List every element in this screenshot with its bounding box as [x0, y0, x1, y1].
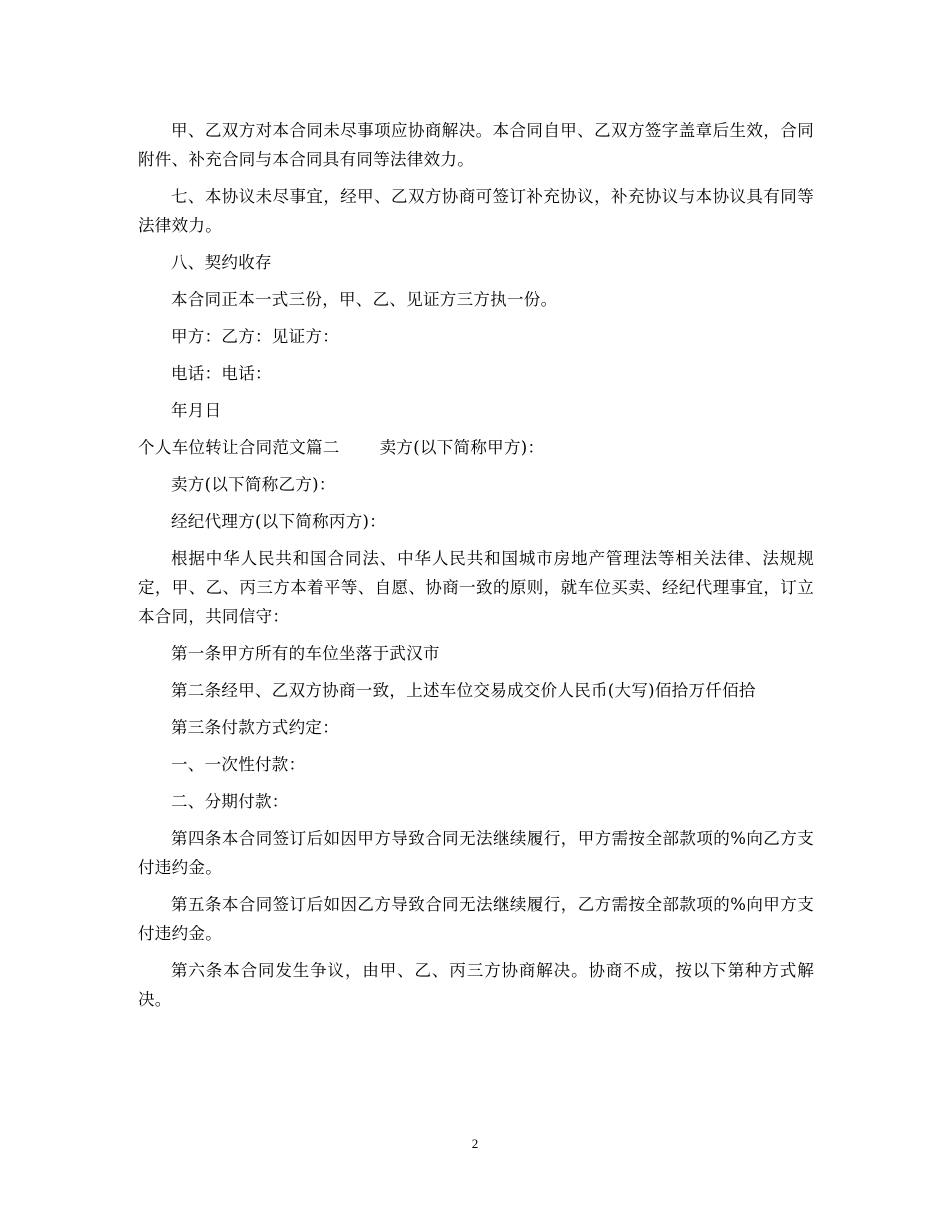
- paragraph: 根据中华人民共和国合同法、中华人民共和国城市房地产管理法等相关法律、法规规定，甲、乙、丙三方本着平等、自愿、协商一致的原则，就车位买卖、经纪代理事宜，订立本合同，共同信守：: [138, 549, 814, 626]
- paragraph: 第六条本合同发生争议，由甲、乙、丙三方协商解决。协商不成，按以下第种方式解决。: [138, 961, 814, 1009]
- paragraph: 年月日: [171, 401, 222, 420]
- paragraph: 电话：电话：: [171, 364, 272, 383]
- paragraph: 甲、乙双方对本合同未尽事项应协商解决。本合同自甲、乙双方签字盖章后生效，合同附件、补充合同与本合同具有同等法律效力。: [138, 121, 814, 169]
- paragraph: 第三条付款方式约定：: [171, 718, 339, 737]
- paragraph: 七、本协议未尽事宜，经甲、乙双方协商可签订补充协议，补充协议与本协议具有同等法律效力。: [138, 187, 814, 235]
- paragraph: 甲方：乙方：见证方：: [171, 327, 339, 346]
- paragraph: 本合同正本一式三份，甲、乙、见证方三方执一份。: [171, 290, 558, 309]
- section-title: 个人车位转让合同范文篇二: [138, 438, 340, 457]
- paragraph: 第五条本合同签订后如因乙方导致合同无法继续履行，乙方需按全部款项的%向甲方支付违约金。: [138, 895, 814, 943]
- paragraph: 八、契约收存: [171, 253, 272, 272]
- section-heading-line: [138, 433, 814, 462]
- paragraph: 第二条经甲、乙双方协商一致，上述车位交易成交价人民币(大写)佰拾万仟佰拾: [171, 681, 756, 700]
- paragraph: 经纪代理方(以下简称丙方)：: [171, 512, 387, 531]
- paragraph: 一、一次性付款：: [171, 755, 306, 774]
- paragraph: 二、分期付款：: [171, 792, 289, 811]
- section-heading-text: 卖方(以下简称甲方)：: [379, 438, 545, 457]
- paragraph: 第一条甲方所有的车位坐落于武汉市: [171, 644, 440, 663]
- paragraph: 第四条本合同签订后如因甲方导致合同无法继续履行，甲方需按全部款项的%向乙方支付违约金。: [138, 829, 814, 877]
- page-number: 2: [471, 1136, 479, 1151]
- document-body: [138, 116, 814, 1022]
- paragraph: 卖方(以下简称乙方)：: [171, 475, 336, 494]
